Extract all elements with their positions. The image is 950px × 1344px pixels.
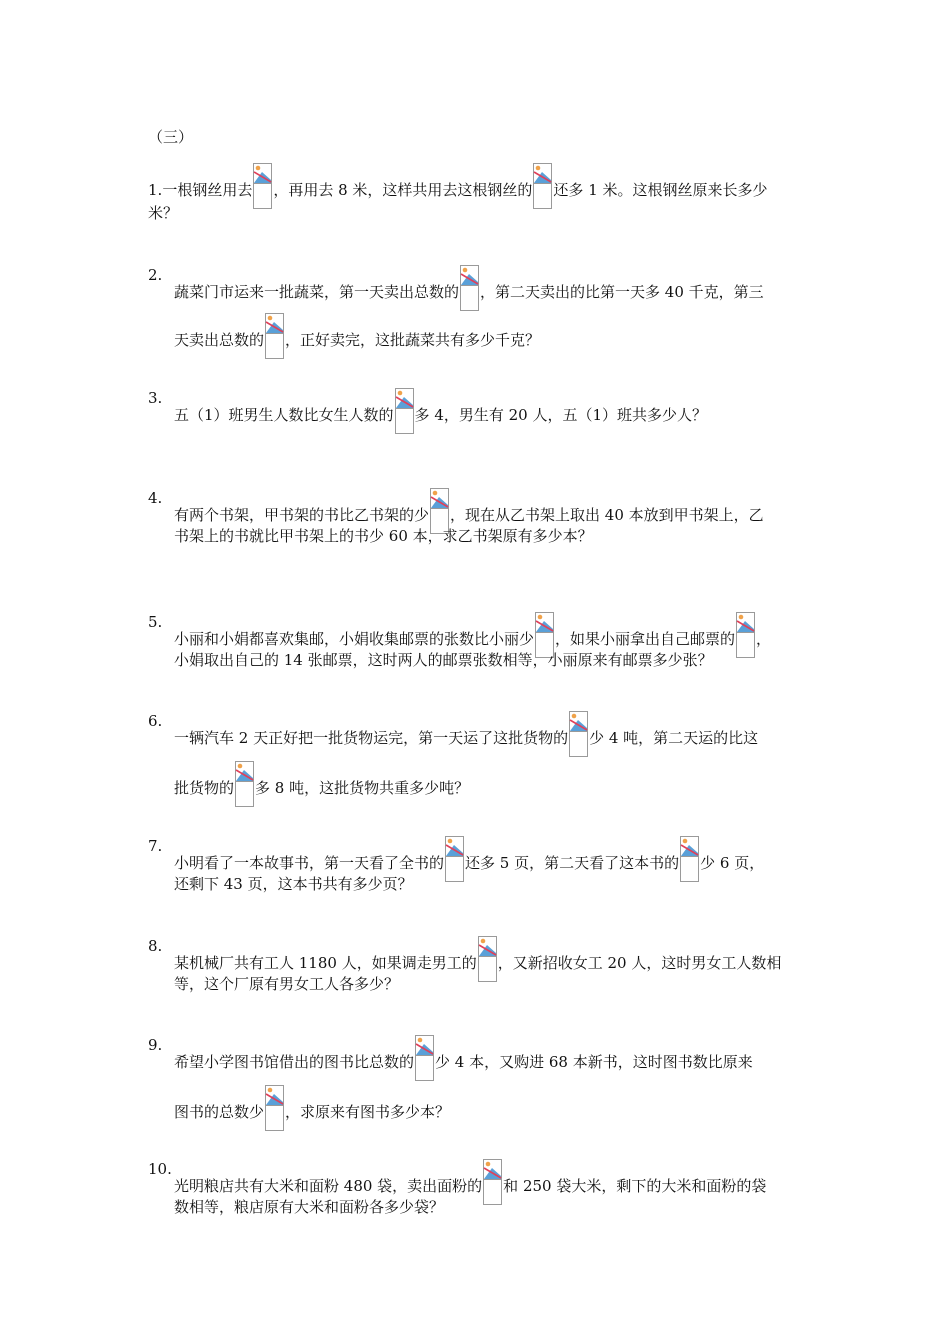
- broken-image-icon: [478, 936, 497, 982]
- problem-text: ，再用去 8 米，这样共用去这根钢丝的: [273, 181, 533, 199]
- problem-text: 数相等，粮店原有大米和面粉各多少袋？: [174, 1198, 445, 1216]
- problem-text: ，又新招收女工 20 人，这时男女工人数相: [497, 954, 782, 972]
- problem-number: 6.: [148, 712, 163, 730]
- section-title: （三）: [148, 128, 194, 146]
- problem-text: 某机械厂共有工人 1180 人，如果调走男工的: [174, 954, 477, 972]
- problem-line: [174, 1035, 753, 1081]
- broken-image-icon: [395, 388, 414, 434]
- problem-text: 小明看了一本故事书，第一天看了全书的: [174, 854, 445, 872]
- broken-image-icon: [680, 836, 699, 882]
- problem-line: [174, 265, 764, 311]
- broken-image-icon: [415, 1035, 434, 1081]
- problem-number: 10.: [148, 1160, 172, 1178]
- broken-image-icon: [460, 265, 479, 311]
- problem-text: 等，这个厂原有男女工人各多少？: [174, 975, 400, 993]
- problem-line: [174, 761, 469, 807]
- problem-text: 书架上的书就比甲书架上的书少 60 本，求乙书架原有多少本？: [174, 527, 593, 545]
- broken-image-icon: [736, 612, 755, 658]
- problem-number: 1.: [148, 181, 163, 199]
- problem-text: ，正好卖完，这批蔬菜共有多少千克？: [285, 331, 541, 349]
- problem-number: 3.: [148, 389, 163, 407]
- broken-image-icon: [569, 711, 588, 757]
- problem-text: 批货物的: [174, 779, 235, 797]
- problem-line: [174, 974, 399, 994]
- problem-text: ，现在从乙书架上取出 40 本放到甲书架上，乙: [450, 506, 764, 524]
- problem-line: [174, 711, 758, 757]
- problem-text: 蔬菜门市运来一批蔬菜，第一天卖出总数的: [174, 283, 460, 301]
- problem-text: 天卖出总数的: [174, 331, 265, 349]
- broken-image-icon: [265, 1085, 284, 1131]
- problem-line: [174, 650, 713, 670]
- problem-number: 9.: [148, 1036, 163, 1054]
- problem-text: 多 4，男生有 20 人，五（1）班共多少人？: [414, 406, 708, 424]
- problem-text: 还剩下 43 页，这本书共有多少页？: [174, 875, 413, 893]
- problem-text: 还多 5 页，第二天看了这本书的: [465, 854, 680, 872]
- problem-line: [148, 203, 178, 223]
- problem-line: [174, 526, 593, 546]
- problem-number: 2.: [148, 266, 163, 284]
- problem-line: [148, 163, 768, 209]
- problem-text: 少 6 页，: [700, 854, 765, 872]
- broken-image-icon: [483, 1159, 502, 1205]
- problem-number: 8.: [148, 937, 163, 955]
- problem-line: [174, 1085, 450, 1131]
- problem-text: 少 4 吨，第二天运的比这: [589, 729, 759, 747]
- problem-text: 五（1）班男生人数比女生人数的: [174, 406, 394, 424]
- problem-text: ，求原来有图书多少本？: [285, 1103, 451, 1121]
- problem-text: ，第二天卖出的比第一天多 40 千克，第三: [480, 283, 764, 301]
- problem-number: 7.: [148, 837, 163, 855]
- problem-line: [174, 313, 540, 359]
- problem-text: 小娟取出自己的 14 张邮票，这时两人的邮票张数相等，小丽原来有邮票多少张？: [174, 651, 713, 669]
- broken-image-icon: [235, 761, 254, 807]
- problem-text: 和 250 袋大米，剩下的大米和面粉的袋: [503, 1177, 767, 1195]
- problem-number: 4.: [148, 489, 163, 507]
- problem-text: ，: [756, 630, 772, 648]
- problem-line: [174, 1197, 444, 1217]
- problem-text: 小丽和小娟都喜欢集邮，小娟收集邮票的张数比小丽少: [174, 630, 535, 648]
- broken-image-icon: [533, 163, 552, 209]
- problem-line: [174, 388, 707, 434]
- broken-image-icon: [265, 313, 284, 359]
- problem-text: 图书的总数少: [174, 1103, 265, 1121]
- problem-number: 5.: [148, 613, 163, 631]
- problem-text: 还多 1 米。这根钢丝原来长多少: [553, 181, 768, 199]
- problem-text: ，如果小丽拿出自己邮票的: [555, 630, 736, 648]
- problem-line: [174, 874, 413, 894]
- broken-image-icon: [445, 836, 464, 882]
- problem-text: 一根钢丝用去: [162, 181, 253, 199]
- problem-text: 少 4 本，又购进 68 本新书，这时图书数比原来: [435, 1053, 753, 1071]
- problem-text: 多 8 吨，这批货物共重多少吨？: [255, 779, 470, 797]
- broken-image-icon: [253, 163, 272, 209]
- problem-text: 光明粮店共有大米和面粉 480 袋，卖出面粉的: [174, 1177, 483, 1195]
- problem-text: 一辆汽车 2 天正好把一批货物运完，第一天运了这批货物的: [174, 729, 569, 747]
- problem-text: 希望小学图书馆借出的图书比总数的: [174, 1053, 415, 1071]
- problem-text: 米？: [148, 204, 179, 222]
- problem-text: 有两个书架，甲书架的书比乙书架的少: [174, 506, 430, 524]
